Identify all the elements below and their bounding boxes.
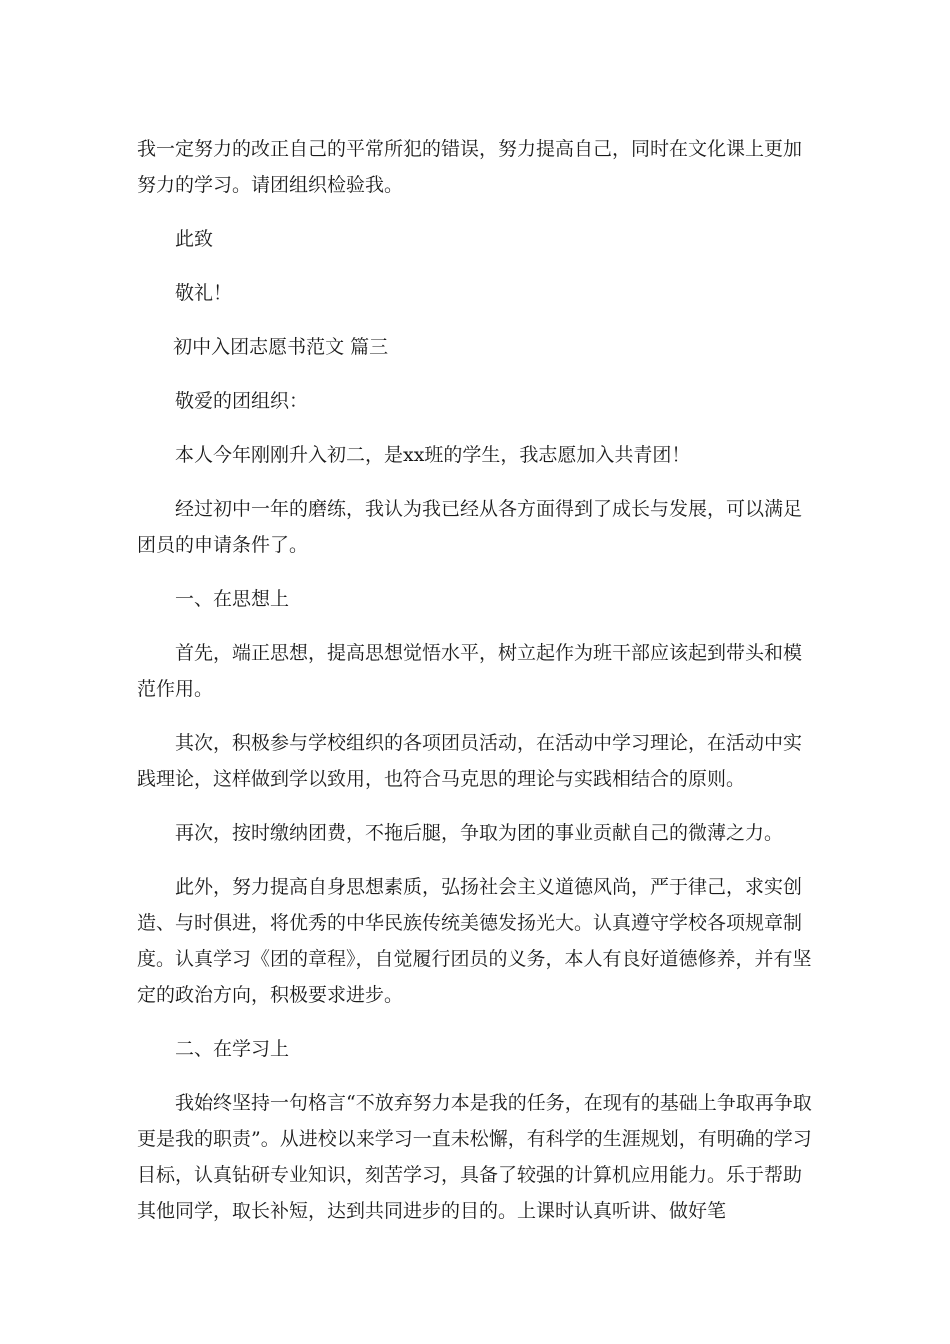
paragraph-first: 首先，端正思想，提高思想觉悟水平，树立起作为班干部应该起到带头和模范作用。	[137, 642, 803, 700]
subheading-study: 二、在学习上	[175, 1038, 290, 1060]
paragraph-continuation: 我一定努力的改正自己的平常所犯的错误，努力提高自己，同时在文化课上更加努力的学习。请团组织检验我。	[137, 138, 803, 196]
section-title: 初中入团志愿书范文 篇三	[173, 336, 389, 358]
paragraph-greeting: 敬爱的团组织：	[175, 390, 309, 412]
paragraph-second: 其次，积极参与学校组织的各项团员活动，在活动中学习理论，在活动中实践理论，这样做到学以致用，也符合马克思的理论与实践相结合的原则。	[137, 732, 803, 790]
paragraph-motto: 我始终坚持一句格言“不放弃努力本是我的任务，在现有的基础上争取再争取更是我的职责”。从进校以来学习一直未松懈，有科学的生涯规划，有明确的学习目标，认真钻研专业知识，刻苦学习，具备了较强的计算机应用能力。乐于帮助其他同学，取长补短，达到共同进步的目的。上课时认真听讲、做好笔	[137, 1092, 812, 1222]
paragraph-salutation-jingli: 敬礼！	[175, 282, 233, 304]
paragraph-salutation-cizhi: 此致	[175, 228, 214, 250]
paragraph-growth: 经过初中一年的磨练，我认为我已经从各方面得到了成长与发展，可以满足团员的申请条件了。	[137, 498, 803, 556]
paragraph-moreover: 此外，努力提高自身思想素质，弘扬社会主义道德风尚，严于律己，求实创造、与时俱进，将优秀的中华民族传统美德发扬光大。认真遵守学校各项规章制度。认真学习《团的章程》，自觉履行团员的义务，本人有良好道德修养，并有坚定的政治方向，积极要求进步。	[137, 876, 812, 1006]
paragraph-third: 再次，按时缴纳团费，不拖后腿，争取为团的事业贡献自己的微薄之力。	[175, 822, 784, 844]
document-body	[137, 131, 817, 1247]
subheading-ideology: 一、在思想上	[175, 588, 290, 610]
paragraph-intro: 本人今年刚刚升入初二，是xx班的学生，我志愿加入共青团！	[175, 444, 691, 466]
